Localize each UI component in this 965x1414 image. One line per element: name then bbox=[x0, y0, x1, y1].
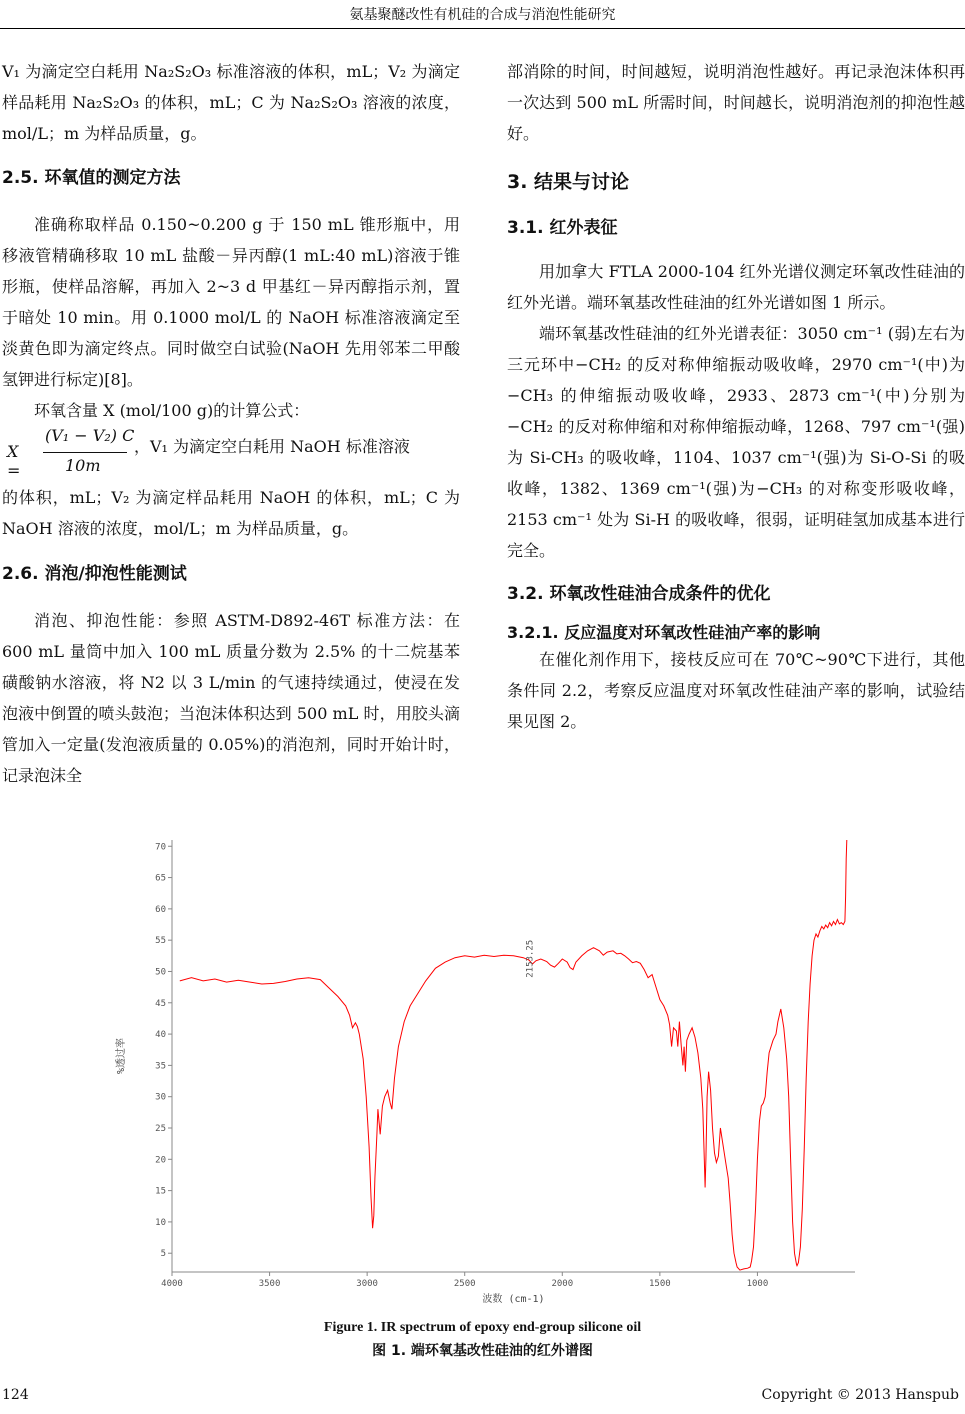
subsection-heading: 3.2. 环氧改性硅油合成条件的优化 bbox=[507, 584, 771, 604]
x-tick-label: 4000 bbox=[161, 1279, 183, 1289]
subsection-heading: 3.1. 红外表征 bbox=[507, 218, 618, 238]
x-tick-label: 3000 bbox=[356, 1279, 378, 1289]
subsubsection-heading: 3.2.1. 反应温度对环氧改性硅油产率的影响 bbox=[507, 623, 821, 642]
section-heading: 3. 结果与讨论 bbox=[507, 171, 630, 193]
paragraph: 端环氧基改性硅油的红外光谱表征：3050 cm⁻¹ (弱)左右为三元环中−CH₂ 的反对称伸缩振动吸收峰，2970 cm⁻¹(中)为−CH₃ 的伸缩振动吸收峰，2933、2873 cm⁻¹(中)分别为−CH₂ 的反对称伸缩和对称伸缩振动峰，1268、797 cm⁻¹(强)为 Si-CH₃ 的吸收峰，1104、1037 cm⁻¹(强)为 Si-O-Si 的吸收峰，1382、1369 cm⁻¹(强)为−CH₃ 的对称变形吸收峰，2153 cm⁻¹ 处为 Si-H 的吸收峰，很弱，证明硅氢加成基本进行完全。 bbox=[507, 324, 965, 560]
y-tick-label: 60 bbox=[155, 904, 166, 915]
paragraph: 在催化剂作用下，接枝反应可在 70℃~90℃下进行，其他条件同 2.2，考察反应温度对环氧改性硅油产率的影响，试验结果见图 2。 bbox=[507, 650, 965, 731]
y-tick-label: 30 bbox=[155, 1092, 166, 1103]
y-tick-label: 35 bbox=[155, 1061, 166, 1072]
paragraph: V₁ 为滴定空白耗用 Na₂S₂O₃ 标准溶液的体积，mL；V₂ 为滴定样品耗用 Na₂S₂O₃ 的体积，mL；C 为 Na₂S₂O₃ 溶液的浓度，mol/L；m 为样品质量，g。 bbox=[2, 62, 460, 143]
y-tick-label: 70 bbox=[155, 842, 166, 853]
y-tick-label: 10 bbox=[155, 1217, 166, 1228]
paragraph: 环氧含量 X (mol/100 g)的计算公式： bbox=[34, 401, 310, 420]
paragraph: 的体积，mL；V₂ 为滴定样品耗用 NaOH 的体积，mL；C 为 NaOH 溶液的浓度，mol/L；m 为样品质量，g。 bbox=[2, 488, 460, 538]
x-tick-label: 3500 bbox=[258, 1279, 281, 1289]
ir-spectrum-figure bbox=[100, 832, 870, 1310]
y-tick-label: 50 bbox=[155, 967, 166, 978]
figure-caption-cn: 图 1. 端环氧基改性硅油的红外谱图 bbox=[372, 1343, 593, 1359]
header-rule bbox=[0, 28, 965, 29]
y-axis-label: %透过率 bbox=[116, 1037, 127, 1075]
y-tick-label: 40 bbox=[155, 1030, 166, 1041]
ir-spectrum-chart bbox=[100, 832, 870, 1310]
running-header: 氨基聚醚改性有机硅的合成与消泡性能研究 bbox=[349, 7, 616, 23]
epoxy-formula bbox=[2, 426, 460, 482]
left-column bbox=[2, 56, 460, 791]
x-tick-label: 1500 bbox=[649, 1279, 671, 1289]
formula-lhs: X = bbox=[7, 442, 21, 480]
x-axis-label: 波数 (cm-1) bbox=[482, 1294, 545, 1305]
figure-caption-en: Figure 1. IR spectrum of epoxy end-group silicone oil bbox=[323, 1320, 642, 1335]
paragraph: 准确称取样品 0.150~0.200 g 于 150 mL 锥形瓶中，用移液管精确移取 10 mL 盐酸－异丙醇(1 mL:40 mL)溶液于锥形瓶，使样品溶解，再加入 2~3 d 甲基红－异丙醇指示剂，置于暗处 10 min。用 0.1000 mol/L 的 NaOH 标准溶液滴定至淡黄色即为滴定终点。同时做空白试验(NaOH 先用邻苯二甲酸氢钾进行标定)[8]。 bbox=[2, 215, 460, 389]
y-tick-label: 25 bbox=[155, 1124, 166, 1134]
paragraph: 部消除的时间，时间越短，说明消泡性越好。再记录泡沫体积再一次达到 500 mL 所需时间，时间越长，说明消泡剂的抑泡性越好。 bbox=[507, 62, 965, 143]
formula-tail-text: ，V₁ 为滴定空白耗用 NaOH 标准溶液 bbox=[134, 437, 410, 456]
y-tick-label: 65 bbox=[155, 873, 166, 884]
x-tick-label: 1000 bbox=[746, 1279, 769, 1289]
formula-numerator: (V₁ − V₂) C bbox=[45, 426, 135, 445]
paragraph: 用加拿大 FTLA 2000-104 红外光谱仪测定环氧改性硅油的红外光谱。端环氧基改性硅油的红外光谱如图 1 所示。 bbox=[507, 262, 965, 312]
y-tick-label: 20 bbox=[155, 1155, 166, 1166]
peak-annotation: 2153.25 bbox=[525, 939, 536, 978]
y-tick-label: 55 bbox=[155, 936, 166, 947]
page-number: 124 bbox=[2, 1387, 29, 1403]
fraction-bar bbox=[43, 452, 127, 453]
spectrum-line bbox=[180, 840, 847, 1270]
section-heading: 2.5. 环氧值的测定方法 bbox=[2, 168, 181, 188]
y-tick-label: 15 bbox=[155, 1186, 166, 1197]
paragraph: 消泡、抑泡性能：参照 ASTM-D892-46T 标准方法：在 600 mL 量筒中加入 100 mL 质量分数为 2.5% 的十二烷基苯磺酸钠水溶液，将 N2 以 3 L/min 的气速持续通过，使浸在发泡液中倒置的喷头鼓泡；当泡沫体积达到 500 mL 时，用胶头滴管加入一定量(发泡液质量的 0.05%)的消泡剂，同时开始计时，记录泡沫全 bbox=[2, 611, 460, 785]
y-tick-label: 45 bbox=[155, 998, 166, 1009]
x-tick-label: 2500 bbox=[453, 1279, 476, 1289]
right-column bbox=[507, 56, 965, 737]
y-tick-label: 5 bbox=[160, 1249, 166, 1260]
copyright-notice: Copyright © 2013 Hanspub bbox=[761, 1387, 959, 1403]
x-tick-label: 2000 bbox=[551, 1279, 574, 1289]
section-heading: 2.6. 消泡/抑泡性能测试 bbox=[2, 564, 187, 584]
formula-denominator: 10m bbox=[65, 456, 101, 475]
